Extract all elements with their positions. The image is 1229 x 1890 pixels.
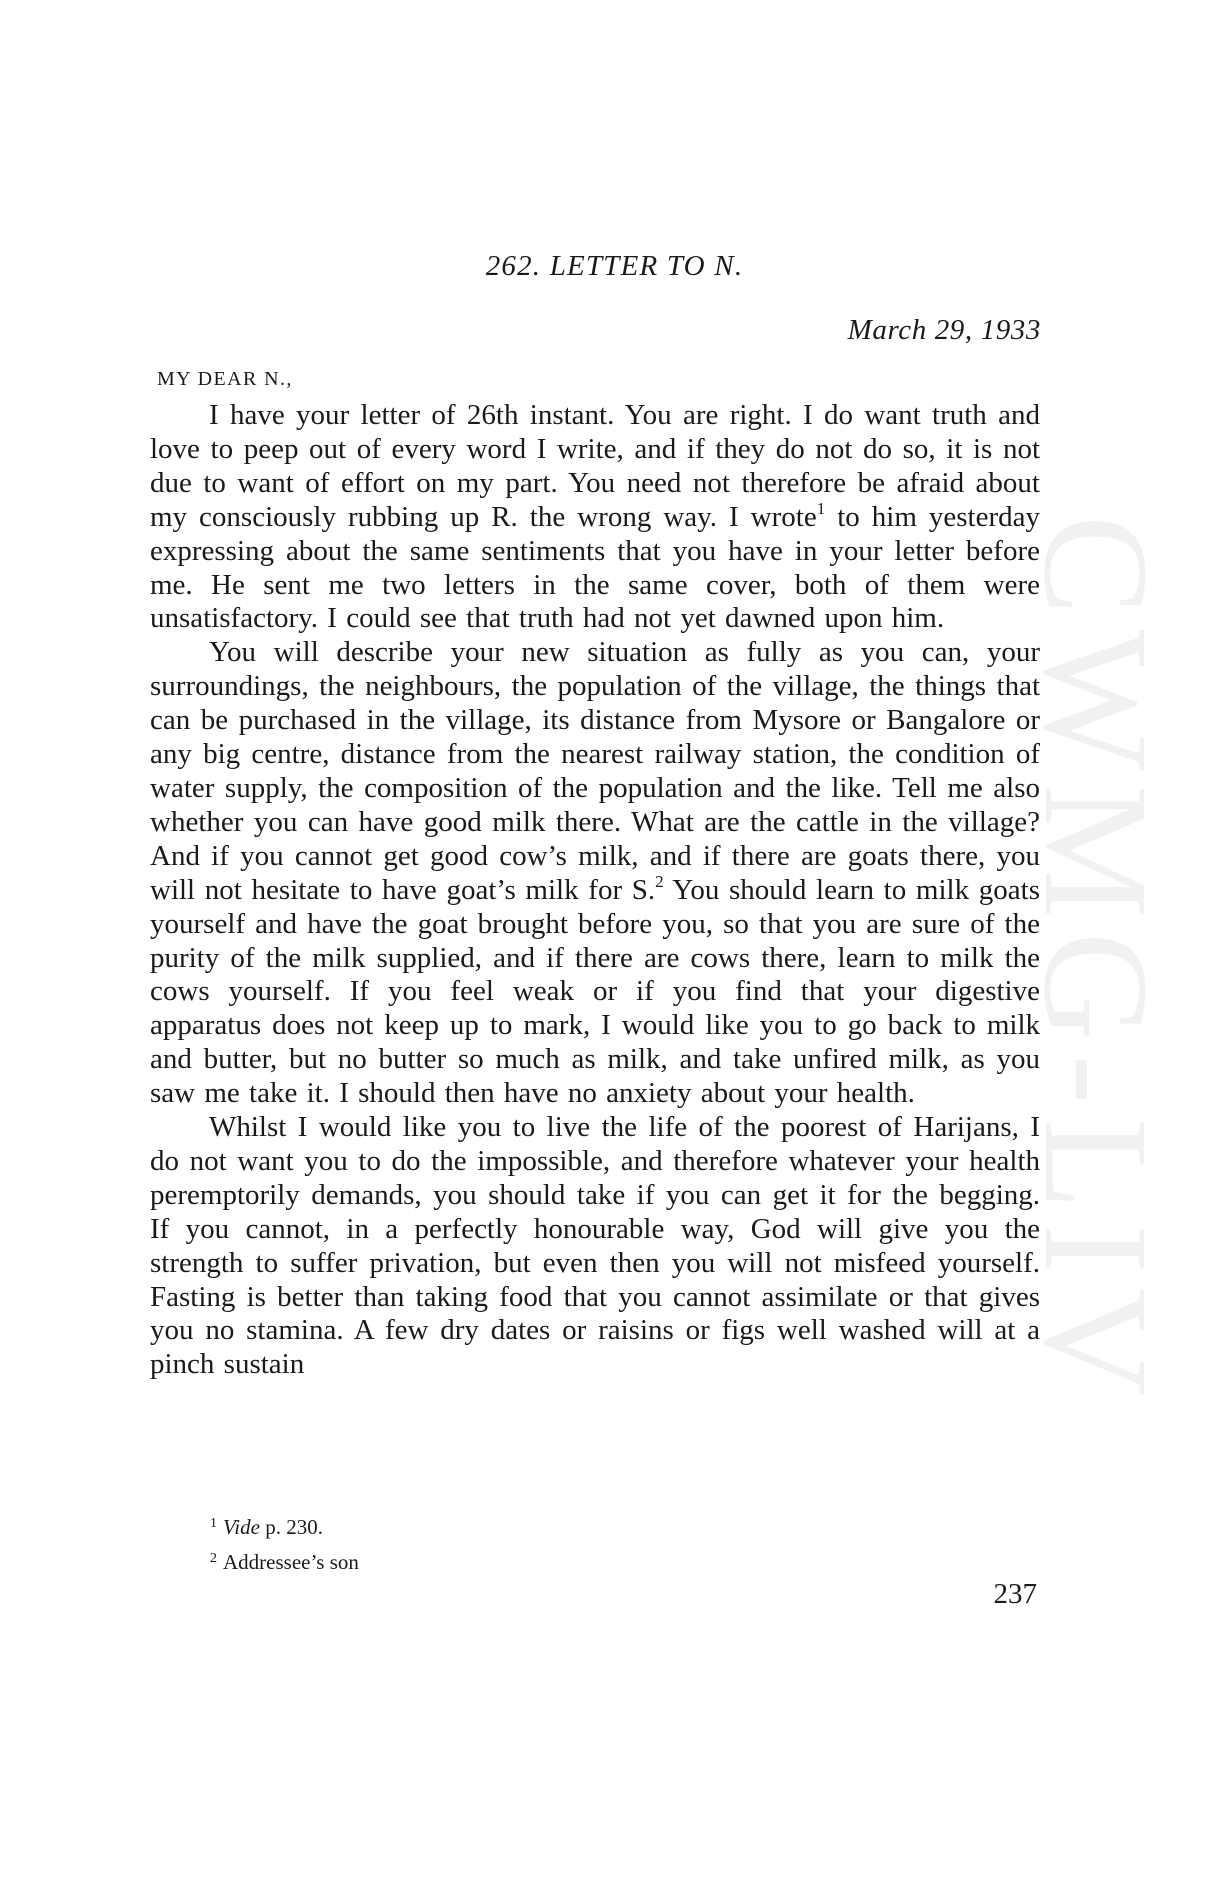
footnote-1-italic: Vide bbox=[223, 1515, 260, 1539]
footnote-reference-2: 2 bbox=[655, 871, 664, 891]
footnote-2 bbox=[210, 1543, 359, 1578]
paragraph-3: Whilst I would like you to live the life of the poorest of Harijans, I do not want you to do the impossible, and therefore whatever your health peremptorily demands, you should take if you can get it for the begging. If you cannot, in a perfectly honourable way, God will give you the strength to suffer privation, but even then you will not misfeed yourself. Fasting is better than taking food that you cannot assimilate or that gives you no stamina. A few dry dates or raisins or figs well washed will at a pinch sustain bbox=[150, 1111, 1040, 1381]
letter-body bbox=[150, 399, 1040, 1382]
page-number: 237 bbox=[993, 1578, 1037, 1610]
footnotes bbox=[210, 1508, 359, 1578]
salutation: MY DEAR N., bbox=[157, 368, 293, 390]
footnote-1-marker: 1 bbox=[210, 1516, 217, 1531]
document-title: 262. LETTER TO N. bbox=[485, 250, 744, 282]
paragraph-1-text-a: I have your letter of 26th instant. You are right. I do want truth and love to peep out of every word I write, and if they do not do so, it is not due to want of effort on my part. You need not therefore be afraid about my consciously rubbing up R. the wrong way. I wrote bbox=[150, 399, 1040, 533]
paragraph-2-text-a: You will describe your new situation as fully as you can, your surroundings, the neighbours, the population of the village, the things that can be purchased in the village, its distance from Mysore or Bangalore or any big centre, distance from the nearest railway station, the condition of water supply, the composition of the population and the like. Tell me also whether you can have good milk there. What are the cattle in the village? And if you cannot get good cow’s milk, and if there are goats there, you will not hesitate to have goat’s milk for S. bbox=[150, 636, 1040, 906]
paragraph-2-text-b: You should learn to milk goats yourself and have the goat brought before you, so that you are sure of the purity of the milk supplied, and if there are cows there, learn to milk the cows yourself. If you feel weak or if you find that your digestive apparatus does not keep up to mark, I would like you to go back to milk and butter, but no butter so much as milk, and take unfired milk, as you saw me take it. I should then have no anxiety about your health. bbox=[150, 873, 1040, 1110]
footnote-reference-1: 1 bbox=[816, 498, 826, 518]
letter-date: March 29, 1933 bbox=[847, 314, 1041, 346]
paragraph-1 bbox=[150, 399, 1040, 636]
footnote-2-marker: 2 bbox=[210, 1551, 217, 1566]
paragraph-1-text-b: to him yesterday expressing about the same sentiments that you have in your letter before me. He sent me two letters in the same cover, both of them were unsatisfactory. I could see that truth had not yet dawned upon him. bbox=[150, 500, 1040, 635]
footnote-1-text: p. 230. bbox=[259, 1515, 323, 1539]
footnote-2-text: Addressee’s son bbox=[223, 1550, 359, 1574]
paragraph-2 bbox=[150, 636, 1040, 1111]
footnote-1 bbox=[210, 1508, 359, 1543]
watermark: CWMG-LIV bbox=[1013, 515, 1179, 1411]
